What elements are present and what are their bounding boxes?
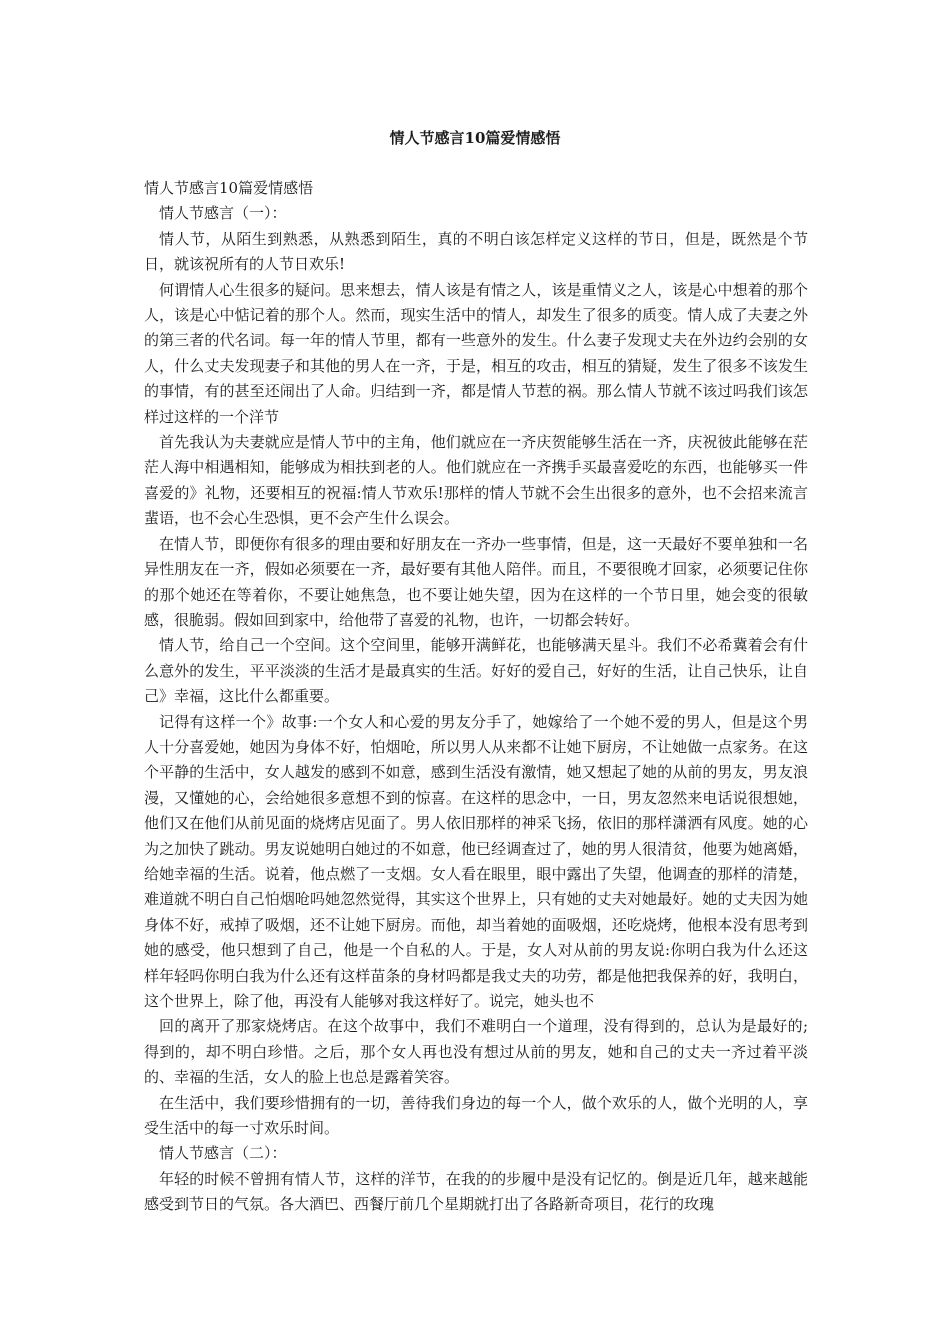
paragraph: 何谓情人心生很多的疑问。思来想去，情人该是有情之人，该是重情义之人，该是心中想着的那个人，该是心中惦记着的那个人。然而，现实生活中的情人，却发生了很多的质变。情人成了夫妻之外的第三者的代名词。每一年的情人节里，都有一些意外的发生。什么妻子发现丈夫在外边约会别的女人，什么丈夫发现妻子和其他的男人在一齐，于是，相互的攻击，相互的猜疑，发生了很多不该发生的事情，有的甚至还闹出了人命。归结到一齐，都是情人节惹的祸。那么情人节就不该过吗我们该怎样过这样的一个洋节: [144, 280, 808, 426]
document-body: [144, 176, 808, 1218]
paragraph: 回的离开了那家烧烤店。在这个故事中，我们不难明白一个道理，没有得到的，总认为是最好的;得到的，却不明白珍惜。之后，那个女人再也没有想过从前的男友，她和自己的丈夫一齐过着平淡的、幸福的生活，女人的脸上也总是露着笑容。: [144, 1017, 808, 1087]
paragraph: 首先我认为夫妻就应是情人节中的主角，他们就应在一齐庆贺能够生活在一齐，庆祝彼此能够在茫茫人海中相遇相知，能够成为相扶到老的人。他们就应在一齐携手买最喜爱吃的东西，也能够买一件喜爱的》礼物，还要相互的祝福:情人节欢乐!那样的情人节就不会生出很多的意外，也不会招来流言蜚语，也不会心生恐惧，更不会产生什么误会。: [144, 433, 808, 528]
paragraph: 情人节，从陌生到熟悉，从熟悉到陌生，真的不明白该怎样定义这样的节日，但是，既然是个节日，就该祝所有的人节日欢乐!: [144, 229, 808, 274]
paragraph: 情人节，给自己一个空间。这个空间里，能够开满鲜花，也能够满天星斗。我们不必希冀着会有什么意外的发生，平平淡淡的生活才是最真实的生活。好好的爱自己，好好的生活，让自己快乐，让自己》幸福，这比什么都重要。: [144, 636, 808, 706]
paragraph: 记得有这样一个》故事:一个女人和心爱的男友分手了，她嫁给了一个她不爱的男人，但是这个男人十分喜爱她，她因为身体不好，怕烟呛，所以男人从来都不让她下厨房，不让她做一点家务。在这个平静的生活中，女人越发的感到不如意，感到生活没有激情，她又想起了她的从前的男友，男友浪漫，又懂她的心，会给她很多意想不到的惊喜。在这样的思念中，一日，男友忽然来电话说很想她，他们又在他们从前见面的烧烤店见面了。男人依旧那样的神采飞扬，依旧的那样潇洒有风度。她的心为之加快了跳动。男友说她明白她过的不如意，他已经调查过了，她的男人很清贫，他要为她离婚，给她幸福的生活。说着，他点燃了一支烟。女人看在眼里，眼中露出了失望，他调查的那样的清楚，难道就不明白自己怕烟呛吗她忽然觉得，其实这个世界上，只有她的丈夫对她最好。她的丈夫因为她身体不好，戒掉了吸烟，还不让她下厨房。而他，却当着她的面吸烟，还吃烧烤，他根本没有思考到她的感受，他只想到了自己，他是一个自私的人。于是，女人对从前的男友说:你明白我为什么还这样年轻吗你明白我为什么还有这样苗条的身材吗都是我丈夫的功劳，都是他把我保养的好，我明白，这个世界上，除了他，再没有人能够对我这样好了。说完，她头也不: [144, 712, 808, 1010]
document-title: 情人节感言10篇爱情感悟: [389, 129, 561, 147]
body-heading: 情人节感言10篇爱情感悟: [144, 179, 314, 197]
paragraph: 年轻的时候不曾拥有情人节，这样的洋节，在我的的步履中是没有记忆的。倒是近几年，越来越能感受到节日的气氛。各大酒巴、西餐厅前几个星期就打出了各路新奇项目，花行的玫瑰: [144, 1169, 808, 1214]
paragraph: 在情人节，即便你有很多的理由要和好朋友在一齐办一些事情，但是，这一天最好不要单独和一名异性朋友在一齐，假如必须要在一齐，最好要有其他人陪伴。而且，不要很晚才回家，必须要记住你的那个她还在等着你，不要让她焦急，也不要让她失望，因为在这样的一个节日里，她会变的很敏感，很脆弱。假如回到家中，给他带了喜爱的礼物，也许，一切都会转好。: [144, 534, 808, 629]
paragraph: 在生活中，我们要珍惜拥有的一切，善待我们身边的每一个人，做个欢乐的人，做个光明的人，享受生活中的每一寸欢乐时间。: [144, 1093, 808, 1138]
section-heading: 情人节感言（二）：: [159, 1144, 287, 1163]
section-heading: 情人节感言（一）：: [159, 204, 287, 223]
